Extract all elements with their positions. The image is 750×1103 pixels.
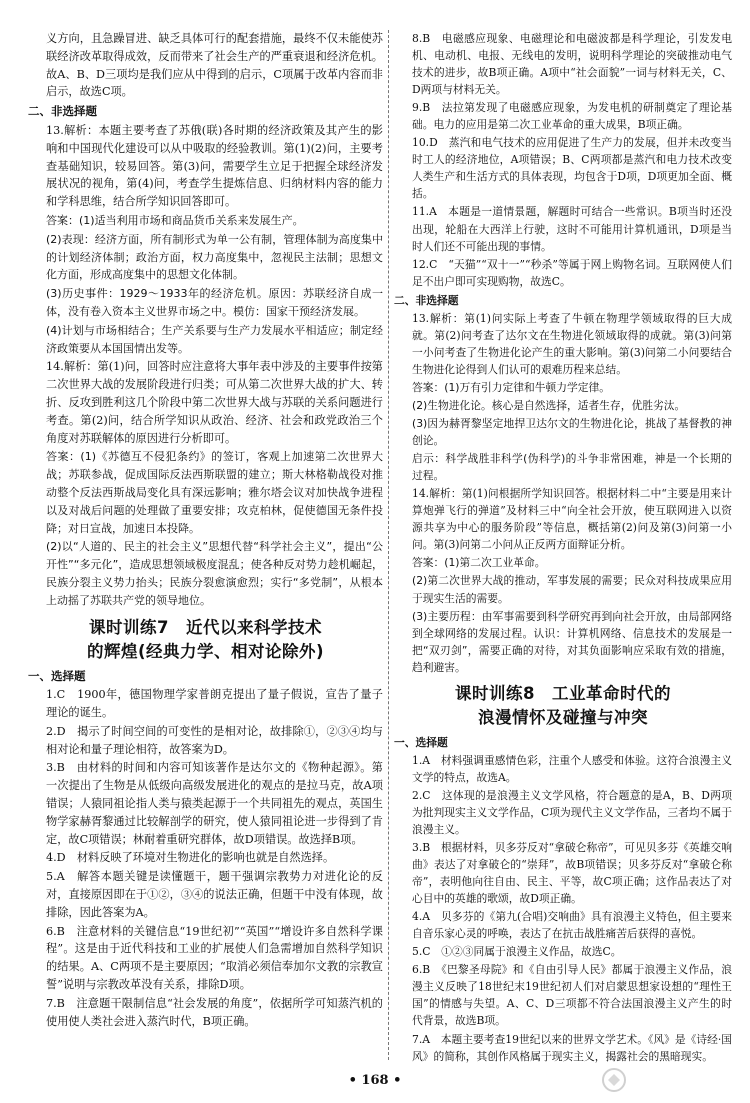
question-paragraph: 1.A 材料强调重感情色彩，注重个人感受和体验。这符合浪漫主义文学的特点，故选A。 bbox=[412, 753, 732, 784]
question-paragraph: 5.C ①②③同属于浪漫主义作品，故选C。 bbox=[412, 945, 622, 959]
answer-paragraph: (2)第二次世界大战的推动，军事发展的需要；民众对科技成果应用于现实生活的需要。 bbox=[412, 574, 732, 605]
section-title-line: 浪漫情怀及碰撞与冲突 bbox=[478, 707, 648, 727]
answer-paragraph: (3)历史事件：1929～1933年的经济危机。原因：苏联经济自成一体，没有卷入资本主义世界市场之中。模仿：国家干预经济发展。 bbox=[46, 287, 383, 318]
section-heading: 二、非选择题 bbox=[394, 293, 459, 307]
answer-paragraph: (2)生物进化论。核心是自然选择，适者生存，优胜劣汰。 bbox=[412, 398, 686, 412]
question-paragraph: 10.D 蒸汽和电气技术的应用促进了生产力的发展，但并未改变当时工人的经济地位，A项错误；B、C两项都是蒸汽和电力技术改变人类生产和生活方式的具体表现，均包含于D项，D项更加全面、概括。 bbox=[412, 136, 732, 201]
question-paragraph: 9.B 法拉第发现了电磁感应现象，为发电机的研制奠定了理论基础。电力的应用是第二次工业革命的重大成果，B项正确。 bbox=[412, 101, 732, 132]
section-title-line: 的辉煌(经典力学、相对论除外) bbox=[86, 641, 325, 661]
answer-paragraph: (3)因为赫胥黎坚定地捍卫达尔文的生物进化论，挑战了基督教的神创论。 bbox=[412, 417, 732, 448]
question-paragraph: 14.解析：第(1)问，回答时应注意将大事年表中涉及的主要事件按第二次世界大战的发展阶段进行归类；可从第二次世界大战的扩大、转折、反攻到胜利这几个阶段中第二次世界大战与苏联的关系问题进行考查。第(2)问，结合所学知识从政治、经济、社会和政党政治三个角度对苏联解体的原因进行分析即可。 bbox=[46, 360, 383, 445]
question-paragraph: 3.B 由材料的时间和内容可知该著作是达尔文的《物种起源》。第一次提出了生物是从低级向高级发展进化的观点的是拉马克，故A项错误；人猿同祖论指人类与猿类起源于一个共同祖先的观点，英国生物学家赫胥黎通过比较解剖学的研究，使人猿同祖论进一步得到了肯定，故C项错误；林耐着重研究群体，故D项错误。故选择B项。 bbox=[46, 761, 383, 846]
section-title bbox=[394, 682, 732, 730]
question-paragraph: 13.解析：第(1)问实际上考查了牛顿在物理学领域取得的巨大成就。第(2)问考查了达尔文在生物进化领域取得的成就。第(3)问第一小问考查了生物进化论产生的重大影响。第(3)问第二小问要结合生物进化论得到人们认可的艰难历程来总结。 bbox=[412, 311, 732, 376]
question-paragraph: 3.B 根据材料，贝多芬反对“拿破仑称帝”，可见贝多芬《英雄交响曲》表达了对拿破仑的“崇拜”，故B项错误；贝多芬反对“拿破仑称帝”，表明他向往自由、民主、平等，故C项正确；这作品表达了对心目中的英雄的歌颂，故D项正确。 bbox=[412, 841, 732, 906]
question-paragraph: 4.D 材料反映了环境对生物进化的影响也就是自然选择。 bbox=[46, 851, 335, 865]
question-paragraph: 1.C 1900年，德国物理学家普朗克提出了量子假说，宣告了量子理论的诞生。 bbox=[46, 688, 383, 720]
answer-paragraph: 启示：科学战胜非科学(伪科学)的斗争非常困难，神是一个长期的过程。 bbox=[412, 452, 732, 483]
answer-paragraph: (4)计划与市场相结合；生产关系要与生产力发展水平相适应；制定经济政策要从本国国情出发等。 bbox=[46, 323, 383, 355]
page-number: • 168 • bbox=[348, 1073, 402, 1088]
question-paragraph: 11.A 本题是一道情景题，解题时可结合一些常识。B项当时还没出现，轮船在大西洋上行驶，这时不可能用计算机通讯，D项是当时人们还不可能出现的事情。 bbox=[412, 205, 732, 253]
section-title bbox=[28, 616, 383, 664]
answer-paragraph: 答案：(1)万有引力定律和牛顿力学定律。 bbox=[412, 380, 610, 394]
question-paragraph: 2.D 揭示了时间空间的可变性的是相对论，故排除①，②③④均与相对论和量子理论相符，故答案为D。 bbox=[46, 724, 383, 756]
answer-paragraph: (2)表现：经济方面，所有制形式为单一公有制，管理体制为高度集中的计划经济体制；政治方面，权力高度集中，忽视民主法制；思想文化方面，形成高度集中的思想文化体制。 bbox=[46, 232, 383, 282]
column-divider bbox=[388, 30, 389, 1060]
right-column bbox=[394, 30, 732, 1066]
question-paragraph: 6.B 注意材料的关键信息“19世纪初”“英国”“增设许多自然科学课程”。这是由于近代科技和工业的扩展使人们急需增加自然科学知识的结果。A、C两项不是主要原因；“取消必须信奉加尔文教的宗教宣誓”说明与宗教改革没有关系，排除D项。 bbox=[46, 924, 383, 992]
question-paragraph: 7.B 注意题干限制信息“社会发展的角度”，依据所学可知蒸汽机的使用使人类社会进入蒸汽时代，B项正确。 bbox=[46, 996, 383, 1028]
section-heading: 一、选择题 bbox=[394, 735, 448, 749]
question-paragraph: 2.C 这体现的是浪漫主义文学风格，符合题意的是A，B、D两项为批判现实主义文学作品，C项为现代主义文学作品，三者均不属于浪漫主义。 bbox=[412, 788, 732, 836]
section-title-line: 课时训练8 工业革命时代的 bbox=[455, 683, 671, 703]
watermark-logo-icon bbox=[600, 1063, 730, 1097]
question-paragraph: 14.解析：第(1)问根据所学知识回答。根据材料二中“主要是用来计算炮弹飞行的弹道”及材料三中“向全社会开放，使互联网进入以资源共享为中心的服务阶段”等信息，概括第(2)问及第(3)问第一小问。第(3)问第二小问从正反两方面辩证分析。 bbox=[412, 487, 732, 552]
answer-paragraph: 答案：(1)第二次工业革命。 bbox=[412, 556, 546, 570]
answer-paragraph: (3)主要历程：由军事需要到科学研究再到向社会开放，由局部网络到全球网络的发展过程。认识：计算机网络、信息技术的发展是一把“双刃剑”，需要正确的对待，对其负面影响应采取有效的措施，趋利避害。 bbox=[412, 609, 732, 674]
question-paragraph: 8.B 电磁感应现象、电磁理论和电磁波都是科学理论，引发发电机、电动机、电报、无线电的发明，说明科学理论的突破推动电气技术的进步，故B项正确。A项中“社会面貌”一词与材料无关，C、D两项与材料无关。 bbox=[412, 32, 732, 97]
question-paragraph: 12.C “天猫”“双十一”“秒杀”等属于网上购物名词。互联网使人们足不出户即可实现购物，故选C。 bbox=[412, 257, 732, 288]
section-heading: 一、选择题 bbox=[28, 668, 86, 683]
left-column bbox=[28, 30, 383, 1031]
answer-paragraph: (2)以“人道的、民主的社会主义”思想代替“科学社会主义”，提出“公开性”“多元化”，造成思想领域极度混乱；使各种反对势力趁机崛起，民族分裂主义势力抬头；民族分裂愈演愈烈；实行“多党制”，从根本上动摇了苏联共产党的领导地位。 bbox=[46, 540, 383, 607]
question-paragraph: 6.B 《巴黎圣母院》和《自由引导人民》都属于浪漫主义作品，浪漫主义反映了18世纪末19世纪初人们对启蒙思想家设想的“理性王国”的情感与失望。A、C、D三项都不符合法国浪漫主义产生的时代背景，故选B项。 bbox=[412, 963, 732, 1028]
section-heading: 二、非选择题 bbox=[28, 104, 97, 119]
question-paragraph: 义方向，且急躁冒进、缺乏具体可行的配套措施，最终不仅未能使苏联经济改革取得成效，反而带来了社会生产的严重衰退和经济危机。故A、B、D三项均是我们应从中得到的启示，C项属于改革内容而非启示，故选C项。 bbox=[46, 32, 383, 99]
question-paragraph: 5.A 解答本题关键是读懂题干，题干强调宗教势力对进化论的反对，直接原因即在于①②，③④的说法正确，但题干中没有体现，故排除，因此答案为A。 bbox=[46, 870, 383, 919]
answer-paragraph: 答案：(1)《苏德互不侵犯条约》的签订，客观上加速第二次世界大战；苏联参战，促成国际反法西斯联盟的建立；斯大林格勒战役对推动整个反法西斯战局变化具有深远影响；雅尔塔会议对加快战争进程以及对战后问题的处理做了重要安排；攻克柏林，促使德国无条件投降；对日宣战，加速日本投降。 bbox=[46, 450, 383, 535]
question-paragraph: 7.A 本题主要考查19世纪以来的世界文学艺术。《风》是《诗经·国风》的简称，其创作风格属于现实主义，揭露社会的黑暗现实。 bbox=[412, 1032, 732, 1063]
question-paragraph: 4.A 贝多芬的《第九(合唱)交响曲》具有浪漫主义特色，但主要来自音乐家心灵的呼唤，表达了在抗击战胜痛苦后获得的喜悦。 bbox=[412, 910, 732, 941]
answer-paragraph: 答案：(1)适当利用市场和商品货币关系来发展生产。 bbox=[46, 213, 304, 227]
section-title-line: 课时训练7 近代以来科学技术 bbox=[89, 617, 322, 637]
question-paragraph: 13.解析：本题主要考查了苏俄(联)各时期的经济政策及其产生的影响和中国现代化建设可以从中吸取的经验教训。第(1)(2)问，主要考查基础知识，较易回答。第(3)问，需要学生立足于把握全球经济发展状况的视角，第(4)问，考查学生提炼信息、归纳材料内容的能力和学科思维，结合所学知识回答即可。 bbox=[46, 123, 383, 209]
